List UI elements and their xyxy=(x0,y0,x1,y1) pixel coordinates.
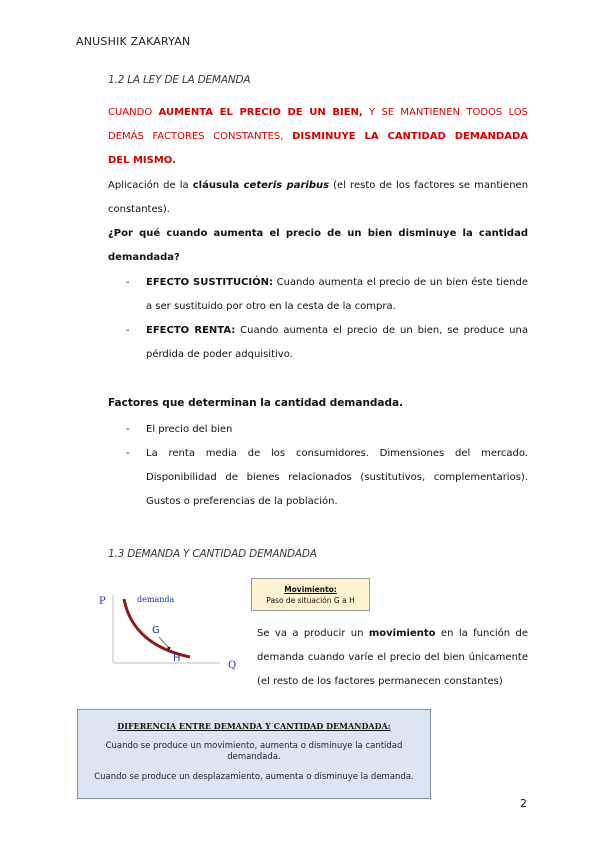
point-g-label: G xyxy=(152,625,160,636)
law-statement xyxy=(108,101,528,173)
list-item: - El precio del bien xyxy=(126,424,233,435)
section-title-demanda-cantidad: 1.3 DEMANDA Y CANTIDAD DEMANDADA xyxy=(108,548,317,560)
movement-box-title: Movimiento: xyxy=(284,585,337,594)
point-h-label: H xyxy=(173,653,181,664)
law-line-3: DEL MISMO. xyxy=(108,155,176,166)
author-header: ANUSHIK ZAKARYAN xyxy=(76,35,191,48)
list-item: - La renta media de los consumidores. Dimensiones del mercado. Disponibilidad de bienes relacionados (sustitutivos, complementarios). Gustos o preferencias de la población. xyxy=(126,448,528,507)
x-axis-label: Q xyxy=(228,660,237,670)
point-h-marker xyxy=(168,647,171,650)
law-line-2: DEMÁS FACTORES CONSTANTES, DISMINUYE LA CANTIDAD DEMANDADA xyxy=(108,131,528,142)
ceteris-paribus-paragraph: Aplicación de la cláusula ceteris paribus (el resto de los factores se mantienen constantes). xyxy=(108,180,529,215)
difference-line-2: Cuando se produce un desplazamiento, aumenta o disminuye la demanda. xyxy=(94,772,414,782)
section-title-ley-demanda: 1.2 LA LEY DE LA DEMANDA xyxy=(108,74,251,86)
list-item: - EFECTO SUSTITUCIÓN: Cuando aumenta el precio de un bien éste tiende a ser sustituido por otro en la cesta de la compra. xyxy=(126,277,528,312)
law-line-1: CUANDO AUMENTA EL PRECIO DE UN BIEN, Y SE MANTIENEN TODOS LOS xyxy=(108,107,529,118)
movement-paragraph: Se va a producir un movimiento en la función de demanda cuando varíe el precio del bien únicamente (el resto de los factores permanecen constantes) xyxy=(257,628,528,687)
list-item: - EFECTO RENTA: Cuando aumenta el precio de un bien, se produce una pérdida de poder adquisitivo. xyxy=(126,325,528,360)
y-axis-label: P xyxy=(99,596,106,607)
difference-line-1: Cuando se produce un movimiento, aumenta o disminuye la cantidad demandada. xyxy=(105,741,403,762)
factors-list xyxy=(128,418,528,514)
effects-list xyxy=(128,271,528,367)
difference-box xyxy=(77,709,431,799)
curve-label: demanda xyxy=(137,595,175,604)
movement-box xyxy=(251,578,370,611)
difference-box-title: DIFERENCIA ENTRE DEMANDA Y CANTIDAD DEMANDADA: xyxy=(117,721,391,731)
page-number: 2 xyxy=(520,797,527,810)
movement-box-text: Paso de situación G a H xyxy=(266,596,355,605)
factors-title: Factores que determinan la cantidad demandada. xyxy=(108,397,404,409)
demand-graph xyxy=(95,585,245,670)
question-paragraph: ¿Por qué cuando aumenta el precio de un bien disminuye la cantidad demandada? xyxy=(108,228,528,263)
